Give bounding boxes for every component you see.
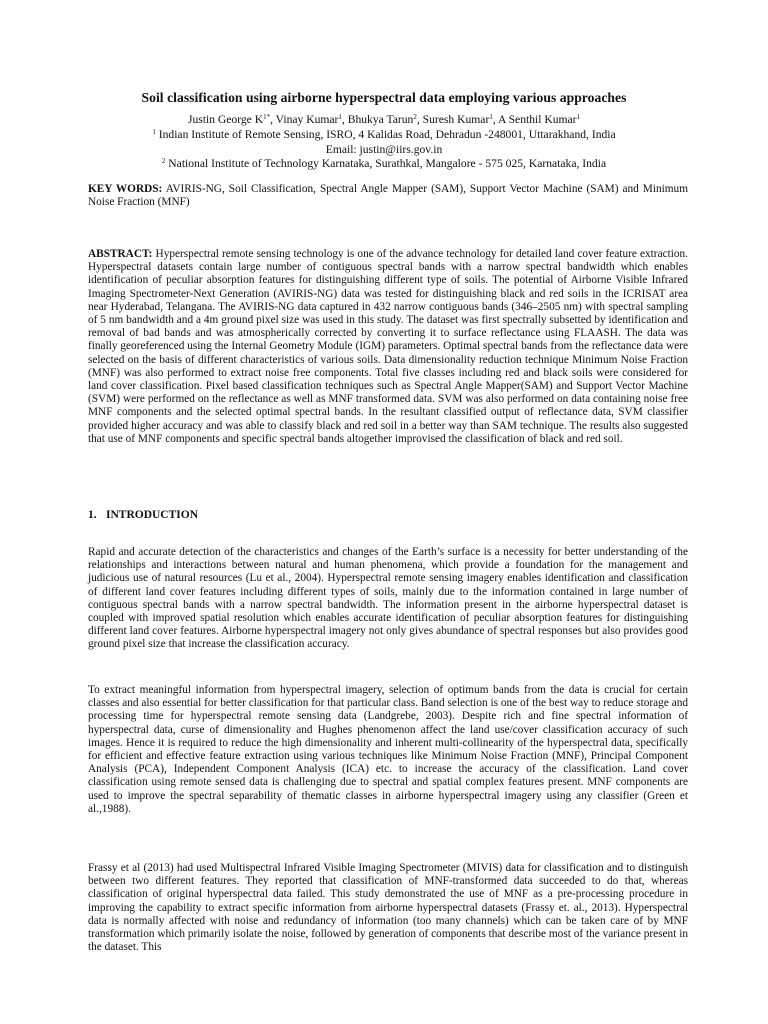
paper-title: Soil classification using airborne hyperspectral data employing various approaches	[141, 90, 627, 105]
abstract-block	[88, 248, 688, 446]
author-affiliation-mark: 1	[576, 113, 581, 121]
email-text: Email: justin@iirs.gov.in	[325, 143, 443, 156]
affiliation-text: National Institute of Technology Karnataka, Surathkal, Mangalore - 575 025, Karnataka, India	[168, 157, 607, 170]
author-name: , Suresh Kumar	[416, 113, 490, 126]
author-name: Justin George K	[187, 113, 264, 126]
affiliation-mark: 2	[161, 157, 166, 165]
contact-email	[0, 143, 768, 156]
intro-paragraph-3: Frassy et al (2013) had used Multispectral Infrared Visible Imaging Spectrometer (MIVIS) data for classification and to distinguish between two different features. They reported that classification of MNF-transformed data succeeded to do that, whereas classification of original hyperspectral data failed. This study demonstrated the use of MNF as a pre-processing procedure in improving the capability to extract specific information from airborne hyperspectral datasets (Frassy et. al., 2013). Hyperspectral data is normally affected with noise and redundancy of information (too many channels) which can be taken care of by MNF transformation which primarily isolate the noise, followed by generation of components that describe most of the variance present in the dataset. This	[88, 862, 688, 954]
author-affiliation-mark: 1*	[263, 113, 271, 121]
author-affiliation-mark: 1	[338, 113, 342, 121]
author-affiliation-mark: 2	[413, 113, 417, 121]
keywords-text: AVIRIS-NG, Soil Classification, Spectral Angle Mapper (SAM), Support Vector Machine (SAM) and Minimum Noise Fraction (MNF)	[88, 183, 688, 209]
abstract-label: ABSTRACT:	[88, 248, 153, 260]
affiliation-2	[0, 157, 768, 170]
author-name: , A Senthil Kumar	[492, 113, 577, 126]
abstract-text: Hyperspectral remote sensing technology is one of the advance technology for detailed land cover feature extraction. Hyperspectral datasets contain large number of contiguous spectral bands with a narrow spectral bandwidth which enables identification of peculiar absorption features for distinguishing different type of soils. The potential of Airborne Visible Infrared Imaging Spectrometer-Next Generation (AVIRIS-NG) data was tested for distinguishing black and red soils in the ICRISAT area near Hyderabad, Telangana. The AVIRIS-NG data captured in 432 narrow contiguous bands (346–2505 nm) with spectral sampling of 5 nm bandwidth and a 4m ground pixel size was used in this study. The dataset was first spectrally subsetted by identification and removal of bad bands and was atmospherically corrected by converting it to surface reflectance using FLAASH. The data was finally georeferenced using the Internal Geometry Module (IGM) parameters. Optimal spectral bands from the reflectance data were selected on the basis of different characteristics of various soils. Data dimensionality reduction technique Minimum Noise Fraction (MNF) was also performed to extract noise free components. Total five classes including red and black soils were considered for land cover classification. Pixel based classification techniques such as Spectral Angle Mapper(SAM) and Support Vector Machine (SVM) were performed on the reflectance as well as MNF transformed data. SVM was also performed on data containing noise free MNF components and the selected optimal spectral bands. In the resultant classified output of reflectance data, SVM classifier provided higher accuracy and was able to classify black and red soil in a better way than SAM technique. The results also suggested that use of MNF components and specific spectral bands altogether improvised the classification of black and red soil.	[88, 248, 688, 445]
keywords-block	[88, 183, 688, 209]
keywords-label: KEY WORDS:	[88, 183, 163, 195]
section-heading	[88, 509, 198, 521]
author-list	[0, 113, 768, 126]
affiliation-1	[0, 128, 768, 141]
section-number: 1.	[88, 509, 97, 521]
author-name: , Vinay Kumar	[270, 113, 339, 126]
author-affiliation-mark: 1	[489, 113, 493, 121]
section-title: INTRODUCTION	[106, 509, 199, 521]
affiliation-mark: 1	[152, 128, 156, 136]
intro-paragraph-1: Rapid and accurate detection of the characteristics and changes of the Earth’s surface is a necessity for better understanding of the relationships and interactions between natural and human phenomena, which provide a foundation for the management and judicious use of natural resources (Lu et al., 2004). Hyperspectral remote sensing imagery enables identification and classification of different land cover features including different types of soils, mainly due to the information contained in large number of contiguous spectral bands with a narrow spectral bandwidth. The information present in the airborne hyperspectral dataset is coupled with improved spatial resolution which enables accurate identification of peculiar absorption features for distinguishing different land cover features. Airborne hyperspectral imagery not only gives abundance of spectral responses but also provides good ground pixel size that increase the classification accuracy.	[88, 546, 688, 651]
author-name: , Bhukya Tarun	[341, 113, 414, 126]
affiliation-text: Indian Institute of Remote Sensing, ISRO, 4 Kalidas Road, Dehradun -248001, Uttarakhand, India	[158, 128, 616, 141]
intro-paragraph-2: To extract meaningful information from hyperspectral imagery, selection of optimum bands from the data is crucial for certain classes and also essential for better classification for that particular class. Band selection is one of the best way to reduce storage and processing time for hyperspectral remote sensing data (Landgrebe, 2003). Despite rich and fine spectral information of hyperspectral data, curse of dimensionality and Hughes phenomenon affect the land use/cover classification accuracy of such images. Hence it is required to reduce the high dimensionality and inherent multi-collinearity of the hyperspectral data, specifically for efficient and effective feature extraction using various techniques like Minimum Noise Fraction (MNF), Principal Component Analysis (PCA), Independent Component Analysis (ICA) etc. to increase the accuracy of the classification. Land cover classification using remote sensed data is challenging due to spectral and spatial complex features present. MNF components are used to improve the spectral separability of thematic classes in airborne hyperspectral imagery using any classifier (Green et al.,1988).	[88, 684, 688, 815]
